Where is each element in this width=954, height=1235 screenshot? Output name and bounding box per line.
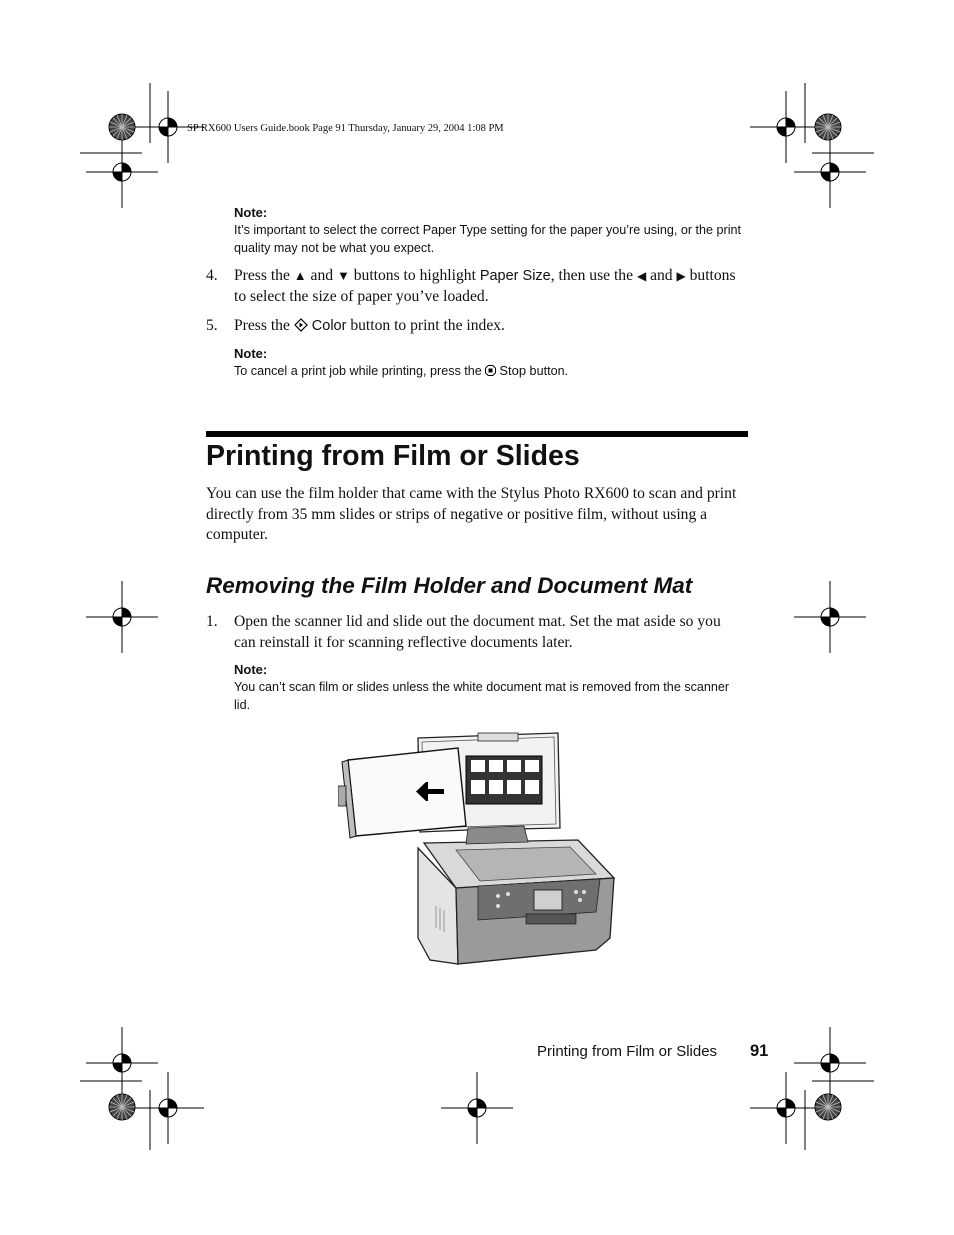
intro-paragraph: You can use the film holder that came with the Stylus Photo RX600 to scan and print directly from 35 mm slides or strips of negative or positive film, without using a computer.	[206, 485, 737, 543]
note-label: Note:	[234, 346, 268, 361]
footer-title: Printing from Film or Slides	[537, 1043, 718, 1060]
right-arrow-icon: ▶	[676, 269, 686, 283]
step-number: 1.	[206, 613, 218, 630]
printer-film-holder-illustration	[338, 728, 618, 968]
note-text	[234, 362, 754, 381]
text-run: Press the	[234, 317, 294, 334]
color-start-icon	[294, 318, 308, 339]
text-run: buttons to highlight	[349, 267, 480, 284]
button-name: Stop	[499, 363, 527, 378]
down-arrow-icon: ▼	[336, 268, 350, 283]
section-heading: Printing from Film or Slides	[206, 440, 580, 472]
left-arrow-icon: ◀	[636, 269, 647, 283]
up-arrow-icon: ▲	[293, 268, 307, 283]
step-number: 4.	[206, 267, 218, 284]
stop-icon	[485, 363, 496, 381]
button-name: Color	[311, 318, 347, 334]
note-text: It’s important to select the correct Paper Type setting for the paper you’re using, or the print quality may not be what you expect.	[234, 223, 742, 255]
setting-name: Paper Size	[479, 268, 551, 284]
text-run: and	[646, 267, 677, 284]
text-run: Press the	[234, 267, 294, 284]
text-run: buttons to select the size of paper you’ve loaded.	[234, 267, 736, 305]
text-run: button.	[526, 364, 569, 378]
step-4-text	[234, 266, 744, 307]
page-number: 91	[750, 1042, 769, 1060]
step-5-text	[234, 316, 744, 339]
step-number: 5.	[206, 317, 218, 334]
text-run: To cancel a print job while printing, press the	[234, 364, 486, 378]
text-run: and	[306, 267, 337, 284]
text-run: button to print the index.	[346, 317, 505, 334]
step-1-text: Open the scanner lid and slide out the document mat. Set the mat aside so you can reinstall it for scanning reflective documents later.	[234, 613, 721, 651]
text-run: , then use the	[550, 267, 637, 284]
note-label: Note:	[234, 205, 268, 220]
section-rule	[206, 431, 748, 437]
print-slug-line: SP RX600 Users Guide.book Page 91 Thursday, January 29, 2004 1:08 PM	[187, 123, 504, 134]
note-text: You can’t scan film or slides unless the white document mat is removed from the scanner lid.	[234, 680, 730, 712]
subsection-heading: Removing the Film Holder and Document Mat	[206, 573, 693, 598]
note-label: Note:	[234, 662, 268, 677]
